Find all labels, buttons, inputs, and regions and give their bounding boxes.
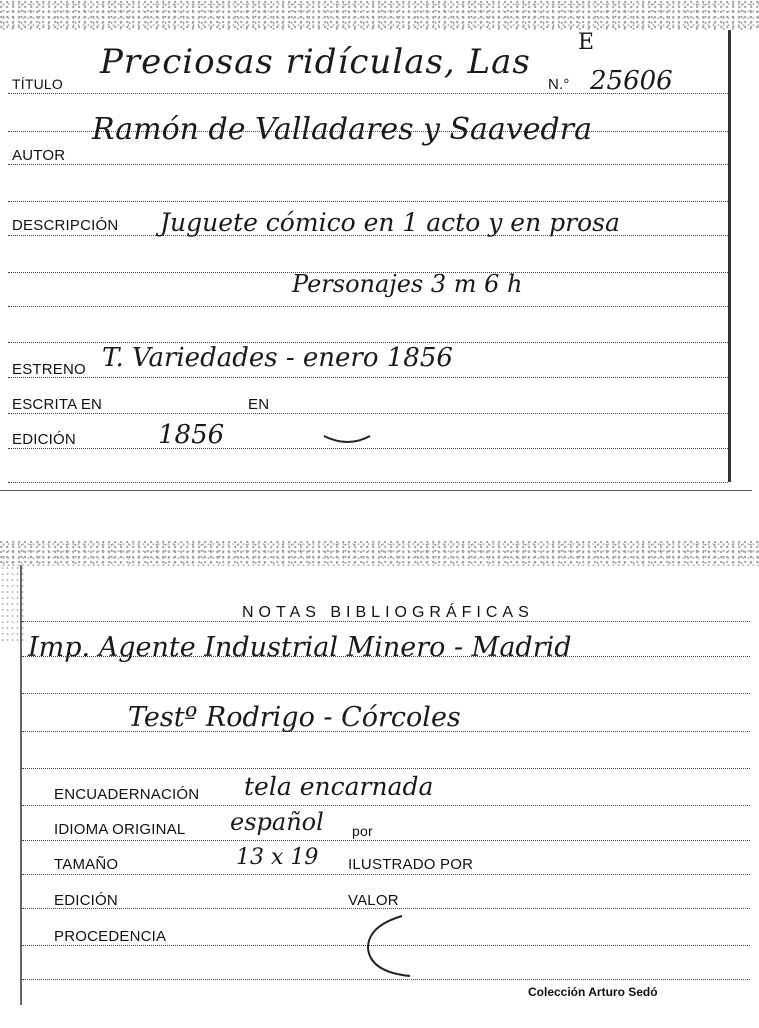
ilustrado-label: ILUSTRADO POR (348, 856, 474, 873)
idioma-label: IDIOMA ORIGINAL (54, 821, 186, 838)
estreno-value: T. Variedades - enero 1856 (102, 343, 453, 373)
estreno-label: ESTRENO (12, 361, 86, 378)
scan-noise-left (0, 565, 26, 645)
edicion-label: EDICIÓN (12, 431, 76, 448)
titulo-label: TÍTULO (12, 76, 63, 92)
edicion-value: 1856 (158, 420, 225, 450)
ruled-line (22, 768, 750, 769)
card-bottom-edge (0, 490, 752, 491)
valor-label: VALOR (348, 892, 399, 909)
autor-label: AUTOR (12, 147, 66, 164)
scan-noise-bottom (0, 540, 759, 566)
procedencia-label: PROCEDENCIA (54, 928, 167, 945)
encuadernacion-value: tela encarnada (244, 772, 434, 801)
descripcion-value: Juguete cómico en 1 acto y en prosa (160, 208, 620, 237)
notas-title: NOTAS BIBLIOGRÁFICAS (242, 604, 534, 621)
ruled-line (8, 201, 728, 202)
escrita-label: ESCRITA EN (12, 396, 103, 413)
numero-value: 25606 (590, 66, 673, 96)
por-label: por (352, 823, 373, 839)
ruled-line (8, 448, 728, 449)
descripcion-label: DESCRIPCIÓN (12, 217, 119, 234)
punch-hole-arc (318, 388, 378, 448)
ruled-line (8, 482, 728, 483)
encuadernacion-label: ENCUADERNACIÓN (54, 786, 200, 803)
ruled-line (22, 840, 750, 841)
card-right-border (728, 30, 731, 482)
ruled-line (8, 377, 728, 378)
notas-line-2: Testº Rodrigo - Córcoles (128, 702, 461, 733)
ruled-line (8, 306, 728, 307)
numero-letter: E (578, 30, 595, 55)
en-label: EN (248, 396, 270, 413)
ruled-line (8, 164, 728, 165)
titulo-value: Preciosas ridículas, Las (100, 42, 531, 82)
ruled-line (22, 874, 750, 875)
collection-credit: Colección Arturo Sedó (528, 985, 658, 999)
card-left-border (20, 565, 22, 1005)
edicion-back-label: EDICIÓN (54, 892, 118, 909)
catalog-card-front (0, 0, 759, 500)
ruled-line (22, 693, 750, 694)
notas-line-1: Imp. Agente Industrial Minero - Madrid (28, 632, 572, 663)
descripcion-value-2: Personajes 3 m 6 h (292, 270, 523, 298)
autor-value: Ramón de Valladares y Saavedra (92, 112, 592, 147)
idioma-value: español (230, 808, 324, 836)
ruled-line (22, 805, 750, 806)
tamano-label: TAMAÑO (54, 856, 119, 873)
punch-hole-arc (362, 912, 422, 982)
tamano-value: 13 x 19 (236, 845, 319, 870)
scan-noise-top (0, 0, 759, 30)
numero-label: N.° (548, 76, 570, 93)
